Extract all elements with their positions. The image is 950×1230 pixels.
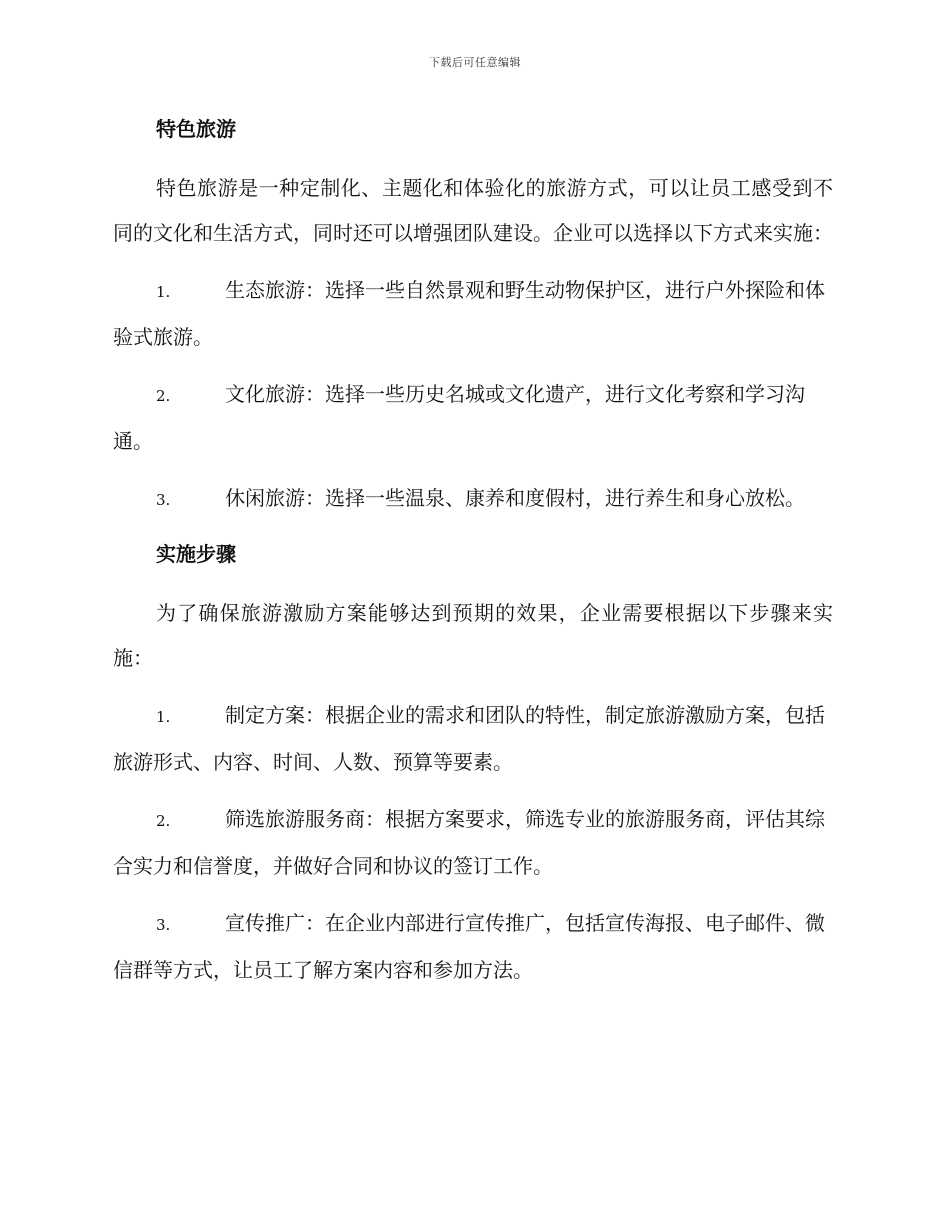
list-item <box>113 476 833 523</box>
list-item-number: 3. <box>156 491 171 509</box>
list-item-text: 宣传推广：在企业内部进行宣传推广，包括宣传海报、电子邮件、微信群等方式，让员工了解方案内容和参加方法。 <box>113 911 825 982</box>
list-item <box>113 797 833 889</box>
list-item <box>113 901 833 993</box>
section-intro: 特色旅游是一种定制化、主题化和体验化的旅游方式，可以让员工感受到不同的文化和生活方式，同时还可以增强团队建设。企业可以选择以下方式来实施： <box>113 176 833 245</box>
list-item-number: 1. <box>156 283 171 301</box>
list-item-number: 3. <box>156 916 171 934</box>
list-item-number: 1. <box>156 708 171 726</box>
list-item-text: 制定方案：根据企业的需求和团队的特性，制定旅游激励方案，包括旅游形式、内容、时间、人数、预算等要素。 <box>113 703 825 774</box>
section-intro: 为了确保旅游激励方案能够达到预期的效果，企业需要根据以下步骤来实施： <box>113 601 833 670</box>
list-item <box>113 268 833 360</box>
list-item-text: 文化旅游：选择一些历史名城或文化遗产，进行文化考察和学习沟通。 <box>113 382 805 453</box>
list-item <box>113 372 833 464</box>
list-item <box>113 693 833 785</box>
list-item-text: 休闲旅游：选择一些温泉、康养和度假村，进行养生和身心放松。 <box>225 486 805 510</box>
section-title: 实施步骤 <box>156 542 236 566</box>
list-item-number: 2. <box>156 387 171 405</box>
list-item-number: 2. <box>156 812 171 830</box>
list-item-text: 筛选旅游服务商：根据方案要求，筛选专业的旅游服务商，评估其综合实力和信誉度，并做好合同和协议的签订工作。 <box>113 807 825 878</box>
section-title: 特色旅游 <box>156 117 236 141</box>
document-body <box>113 112 833 993</box>
header-note: 下载后可任意编辑 <box>429 56 521 69</box>
list-item-text: 生态旅游：选择一些自然景观和野生动物保护区，进行户外探险和体验式旅游。 <box>113 278 825 349</box>
